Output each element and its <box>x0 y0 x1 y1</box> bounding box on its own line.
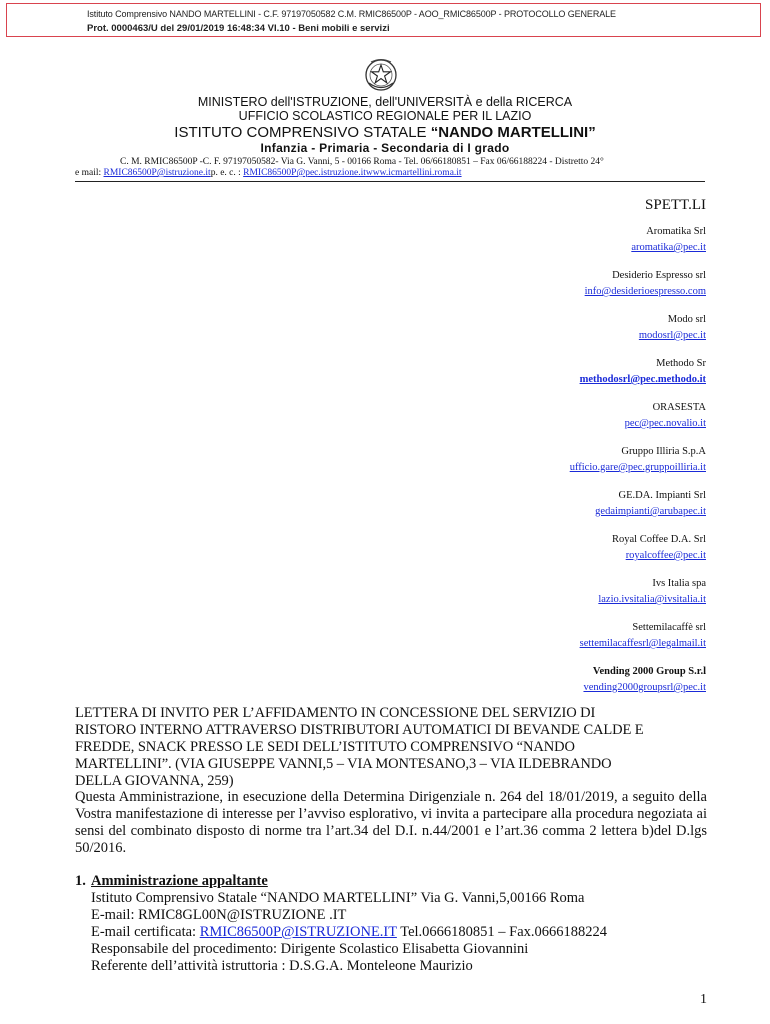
phone-fax: Tel.0666180851 – Fax.0666188224 <box>396 924 608 940</box>
title-line: RISTORO INTERNO ATTRAVERSO DISTRIBUTORI AUTOMATICI DI BEVANDE CALDE E <box>75 722 644 738</box>
recipient-email-link[interactable]: settemilacaffesrl@legalmail.it <box>579 638 706 649</box>
recipient-email-link[interactable]: modosrl@pec.it <box>638 330 706 341</box>
recipient <box>631 224 706 256</box>
contact-line <box>75 168 462 178</box>
recipient <box>570 444 706 476</box>
school-name: “NANDO MARTELLINI” <box>430 124 596 141</box>
recipient-name: Settemilacaffè srl <box>632 622 706 633</box>
school-levels: Infanzia - Primaria - Secondaria di I grado <box>260 141 510 155</box>
ministry-name: MINISTERO dell'ISTRUZIONE, dell'UNIVERSITÀ e della RICERCA <box>197 95 573 109</box>
title-line: MARTELLINI”. (VIA GIUSEPPE VANNI,5 – VIA MONTESANO,3 – VIA ILDEBRANDO <box>75 756 612 772</box>
activity-referent: Referente dell’attività istruttoria : D.S.G.A. Monteleone Maurizio <box>91 958 473 974</box>
recipient-email-link[interactable]: methodosrl@pec.methodo.it <box>579 374 706 385</box>
school-prefix: ISTITUTO COMPRENSIVO STATALE <box>174 124 431 141</box>
letter-title <box>75 705 715 790</box>
recipient-name: Desiderio Espresso srl <box>612 270 706 281</box>
title-line: DELLA GIOVANNA, 259) <box>75 773 234 789</box>
recipient-email-link[interactable]: vending2000groupsrl@pec.it <box>583 682 706 693</box>
recipient-name: Gruppo Illiria S.p.A <box>621 446 706 457</box>
recipient <box>612 532 706 564</box>
recipient-name: Aromatika Srl <box>646 226 706 237</box>
recipient <box>585 268 706 300</box>
procedure-manager: Responsabile del procedimento: Dirigente Scolastico Elisabetta Giovannini <box>91 941 529 957</box>
salutation: SPETT.LI <box>645 197 706 213</box>
protocol-stamp <box>6 3 761 37</box>
recipient-email-link[interactable]: ufficio.gare@pec.gruppoilliria.it <box>569 462 706 473</box>
authority-pec-row <box>75 924 607 941</box>
italian-republic-emblem-icon <box>363 56 399 92</box>
authority-pec-link[interactable]: RMIC86500P@ISTRUZIONE.IT <box>199 924 397 940</box>
title-line: LETTERA DI INVITO PER L’AFFIDAMENTO IN CONCESSIONE DEL SERVIZIO DI <box>75 705 596 721</box>
section-heading: Amministrazione appaltante <box>91 873 268 889</box>
recipient <box>595 488 706 520</box>
recipient <box>580 356 706 388</box>
section-number: 1. <box>75 873 86 889</box>
recipient-name: Ivs Italia spa <box>652 578 706 589</box>
recipient-name: Modo srl <box>667 314 706 325</box>
recipient-name: Vending 2000 Group S.r.l <box>592 666 706 677</box>
recipient-name: ORASESTA <box>652 402 706 413</box>
pec-label: p. e. c. : <box>210 168 244 178</box>
recipient <box>639 312 706 344</box>
protocol-line-2: Prot. 0000463/U del 29/01/2019 16:48:34 VI.10 - Beni mobili e servizi <box>87 23 390 34</box>
school-address: C. M. RMIC86500P -C. F. 97197050582- Via G. Vanni, 5 - 00166 Roma - Tel. 06/66180851 – Fax 06/66188224 - Distretto 24° <box>120 157 604 167</box>
page-number: 1 <box>700 992 707 1007</box>
recipient-email-link[interactable]: royalcoffee@pec.it <box>625 550 706 561</box>
header-divider <box>75 181 705 182</box>
recipient <box>625 400 706 432</box>
school-email-link[interactable]: RMIC86500P@istruzione.it <box>103 168 211 178</box>
school-title <box>0 124 770 141</box>
protocol-line-1: Istituto Comprensivo NANDO MARTELLINI - C.F. 97197050582 C.M. RMIC86500P - AOO_RMIC86500P - PROTOCOLLO GENERALE <box>87 9 616 19</box>
recipient-email-link[interactable]: gedaimpianti@arubapec.it <box>595 506 706 517</box>
title-line: FREDDE, SNACK PRESSO LE SEDI DELL’ISTITUTO COMPRENSIVO “NANDO <box>75 739 575 755</box>
recipient-email-link[interactable]: aromatika@pec.it <box>631 242 706 253</box>
recipient <box>598 576 706 608</box>
pec-label: E-mail certificata: <box>91 924 200 940</box>
recipient-name: Methodo Sr <box>656 358 706 369</box>
authority-address: Istituto Comprensivo Statale “NANDO MARTELLINI” Via G. Vanni,5,00166 Roma <box>91 890 585 906</box>
recipient <box>583 664 706 696</box>
recipient <box>580 620 706 652</box>
authority-email: E-mail: RMIC8GL00N@ISTRUZIONE .IT <box>91 907 347 923</box>
regional-office: UFFICIO SCOLASTICO REGIONALE PER IL LAZIO <box>238 109 532 123</box>
recipient-email-link[interactable]: lazio.ivsitalia@ivsitalia.it <box>598 594 706 605</box>
recipient-name: Royal Coffee D.A. Srl <box>611 534 706 545</box>
recipient-name: GE.DA. Impianti Srl <box>618 490 706 501</box>
recipient-email-link[interactable]: info@desiderioespresso.com <box>584 286 706 297</box>
school-pec-link[interactable]: RMIC86500P@pec.istruzione.it <box>243 168 366 178</box>
section-contracting-authority <box>75 873 607 975</box>
intro-paragraph: Questa Amministrazione, in esecuzione della Determina Dirigenziale n. 264 del 18/01/2019, a seguito della Vostra manifestazione di interesse per l’avviso esplorativo, vi invita a partecipare alla procedura negoziata ai sensi del combinato disposto di norme tra l’art.34 del D.I. n.44/2001 e l’art.36 comma 2 lettera b)del D.lgs 50/2016. <box>75 789 707 856</box>
school-website-link[interactable]: www.icmartellini.roma.it <box>365 168 462 178</box>
recipient-email-link[interactable]: pec@pec.novalio.it <box>624 418 706 429</box>
email-label: e mail: <box>75 168 104 178</box>
